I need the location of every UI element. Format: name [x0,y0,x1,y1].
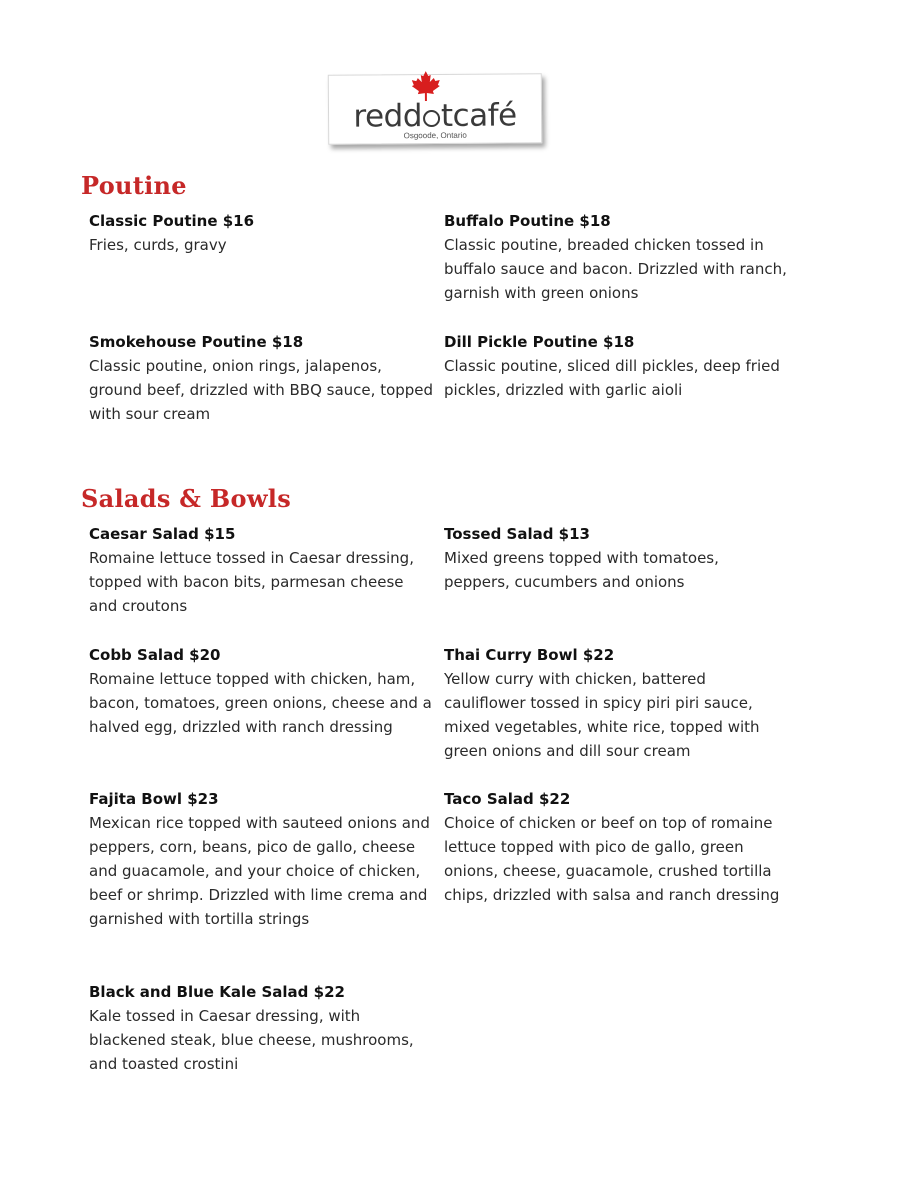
section-title-poutine: Poutine [81,171,187,200]
menu-item-description: Romaine lettuce topped with chicken, ham, bacon, tomatoes, green onions, cheese and a halved egg, drizzled with ranch dressing [89,670,432,736]
menu-item-smokehouse-poutine [89,330,434,426]
logo-wordmark: redd tcafé [353,97,517,135]
menu-item-black-and-blue-kale-salad [89,980,434,1076]
section-title-salads-bowls: Salads & Bowls [81,484,292,513]
maple-leaf-icon [412,71,440,101]
menu-item-fajita-bowl [89,787,434,931]
menu-item-name: Caesar Salad $15 [89,525,236,543]
menu-item-taco-salad [444,787,789,907]
menu-item-name: Classic Poutine $16 [89,212,255,230]
logo-tagline: Osgoode, Ontario [403,130,467,141]
menu-item-name: Dill Pickle Poutine $18 [444,333,635,351]
menu-item-name: Cobb Salad $20 [89,646,221,664]
menu-item-description: Yellow curry with chicken, battered cauliflower tossed in spicy piri piri sauce, mixed vegetables, white rice, topped with green onions and dill sour cream [444,670,760,760]
menu-item-name: Taco Salad $22 [444,790,571,808]
menu-item-description: Classic poutine, sliced dill pickles, deep fried pickles, drizzled with garlic aioli [444,357,780,399]
menu-item-name: Tossed Salad $13 [444,525,590,543]
menu-item-description: Choice of chicken or beef on top of romaine lettuce topped with pico de gallo, green onions, cheese, guacamole, crushed tortilla chips, drizzled with salsa and ranch dressing [444,814,780,904]
menu-item-name: Black and Blue Kale Salad $22 [89,983,345,1001]
menu-item-dill-pickle-poutine [444,330,789,402]
menu-item-thai-curry-bowl [444,643,789,763]
menu-item-description: Romaine lettuce tossed in Caesar dressing, topped with bacon bits, parmesan cheese and croutons [89,549,414,615]
menu-item-tossed-salad [444,522,789,594]
menu-item-caesar-salad [89,522,434,618]
menu-item-description: Classic poutine, onion rings, jalapenos, ground beef, drizzled with BBQ sauce, topped with sour cream [89,357,434,423]
restaurant-logo [328,73,542,144]
menu-item-description: Classic poutine, breaded chicken tossed in buffalo sauce and bacon. Drizzled with ranch, garnish with green onions [444,236,787,302]
menu-item-buffalo-poutine [444,209,789,305]
menu-item-classic-poutine [89,209,434,257]
menu-item-name: Fajita Bowl $23 [89,790,219,808]
menu-item-description: Mexican rice topped with sauteed onions and peppers, corn, beans, pico de gallo, cheese and guacamole, and your choice of chicken, beef or shrimp. Drizzled with lime crema and garnished with tortilla strings [89,814,430,928]
logo-dot-circle [423,110,440,127]
menu-item-description: Fries, curds, gravy [89,236,227,254]
menu-item-description: Kale tossed in Caesar dressing, with blackened steak, blue cheese, mushrooms, and toasted crostini [89,1007,414,1073]
menu-item-cobb-salad [89,643,434,739]
menu-item-name: Smokehouse Poutine $18 [89,333,304,351]
menu-item-name: Thai Curry Bowl $22 [444,646,615,664]
menu-item-name: Buffalo Poutine $18 [444,212,611,230]
menu-item-description: Mixed greens topped with tomatoes, peppers, cucumbers and onions [444,549,719,591]
